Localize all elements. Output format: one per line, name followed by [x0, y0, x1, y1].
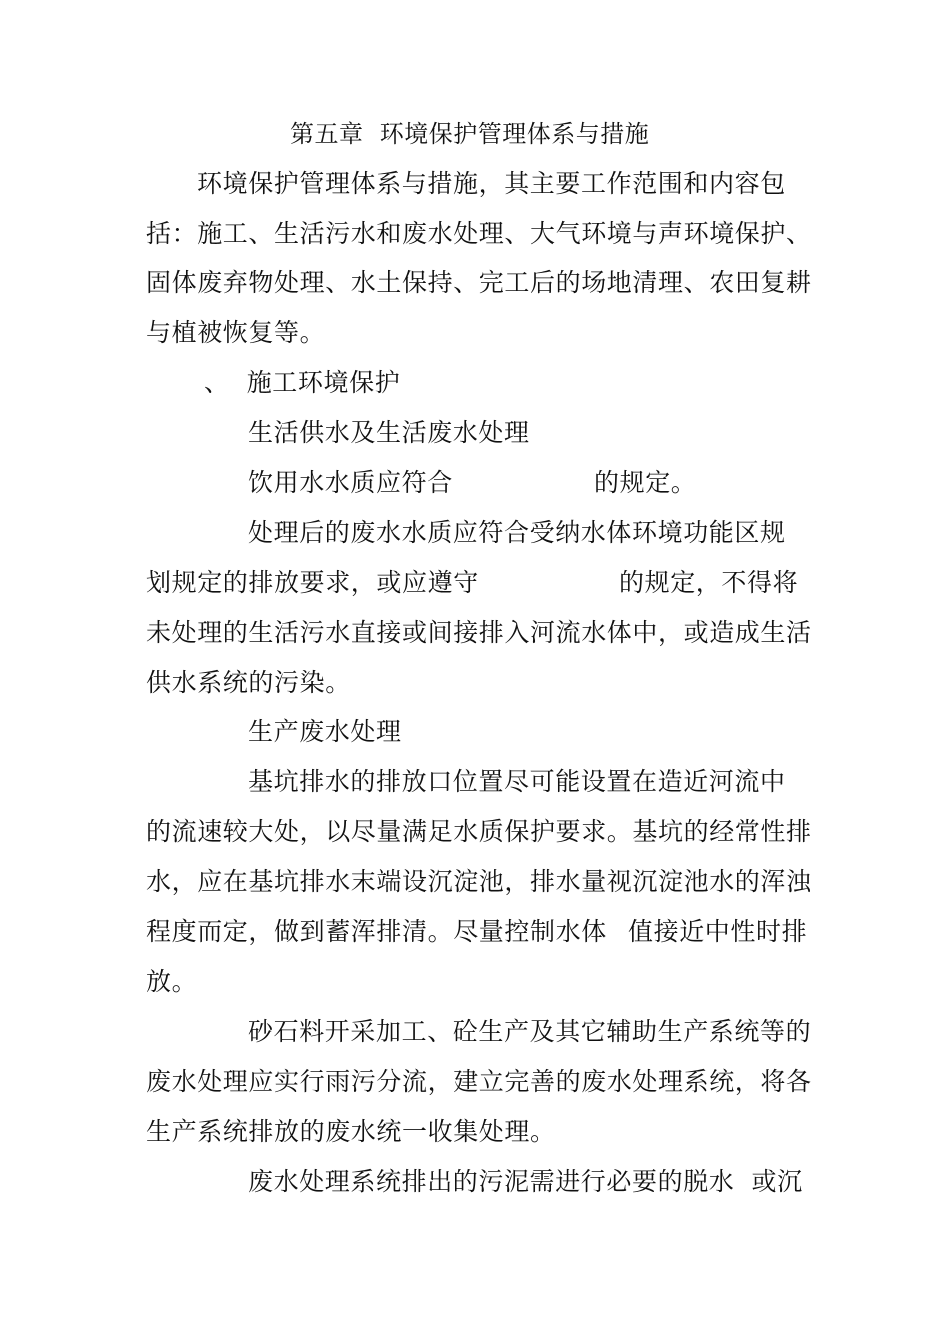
paragraph-line: 砂石料开采加工、砼生产及其它辅助生产系统等的 [248, 1017, 812, 1046]
paragraph-line: 的规定。 [594, 468, 697, 497]
paragraph-line: 未处理的生活污水直接或间接排入河流水体中，或造成生活 [146, 618, 812, 647]
paragraph-line: 放。 [146, 967, 198, 996]
chapter-title: 第五章 环境保护管理体系与措施 [290, 120, 650, 148]
section-heading: 、 施工环境保护 [204, 368, 401, 397]
paragraph-line: 的流速较大处，以尽量满足水质保护要求。基坑的经常性排 [146, 817, 812, 846]
paragraph-line: 程度而定，做到蓄浑排清。尽量控制水体 [146, 917, 607, 946]
paragraph-line: 括：施工、生活污水和废水处理、大气环境与声环境保护、 [146, 219, 812, 248]
paragraph-line: 值接近中性时排 [628, 917, 808, 946]
paragraph-line: 划规定的排放要求，或应遵守 [146, 568, 479, 597]
paragraph-line: 水，应在基坑排水末端设沉淀池，排水量视沉淀池水的浑浊 [146, 867, 812, 896]
paragraph-line: 供水系统的污染。 [146, 668, 351, 697]
paragraph-line: 废水处理系统排出的污泥需进行必要的脱水 或沉 [248, 1167, 803, 1196]
subsection-heading: 生活供水及生活废水处理 [248, 418, 530, 447]
paragraph-line: 的规定，不得将 [619, 568, 799, 597]
paragraph-line: 废水处理应实行雨污分流，建立完善的废水处理系统，将各 [146, 1067, 812, 1096]
paragraph-line: 基坑排水的排放口位置尽可能设置在造近河流中 [248, 767, 786, 796]
paragraph-line: 固体废弃物处理、水土保持、完工后的场地清理、农田复耕 [146, 268, 812, 297]
subsection-heading: 生产废水处理 [248, 717, 402, 746]
paragraph-line: 环境保护管理体系与措施，其主要工作范围和内容包 [197, 169, 786, 198]
paragraph-line: 处理后的废水水质应符合受纳水体环境功能区规 [248, 518, 786, 547]
paragraph-line: 与植被恢复等。 [146, 318, 326, 347]
paragraph-line: 生产系统排放的废水统一收集处理。 [146, 1117, 556, 1146]
paragraph-line: 饮用水水质应符合 [248, 468, 453, 497]
